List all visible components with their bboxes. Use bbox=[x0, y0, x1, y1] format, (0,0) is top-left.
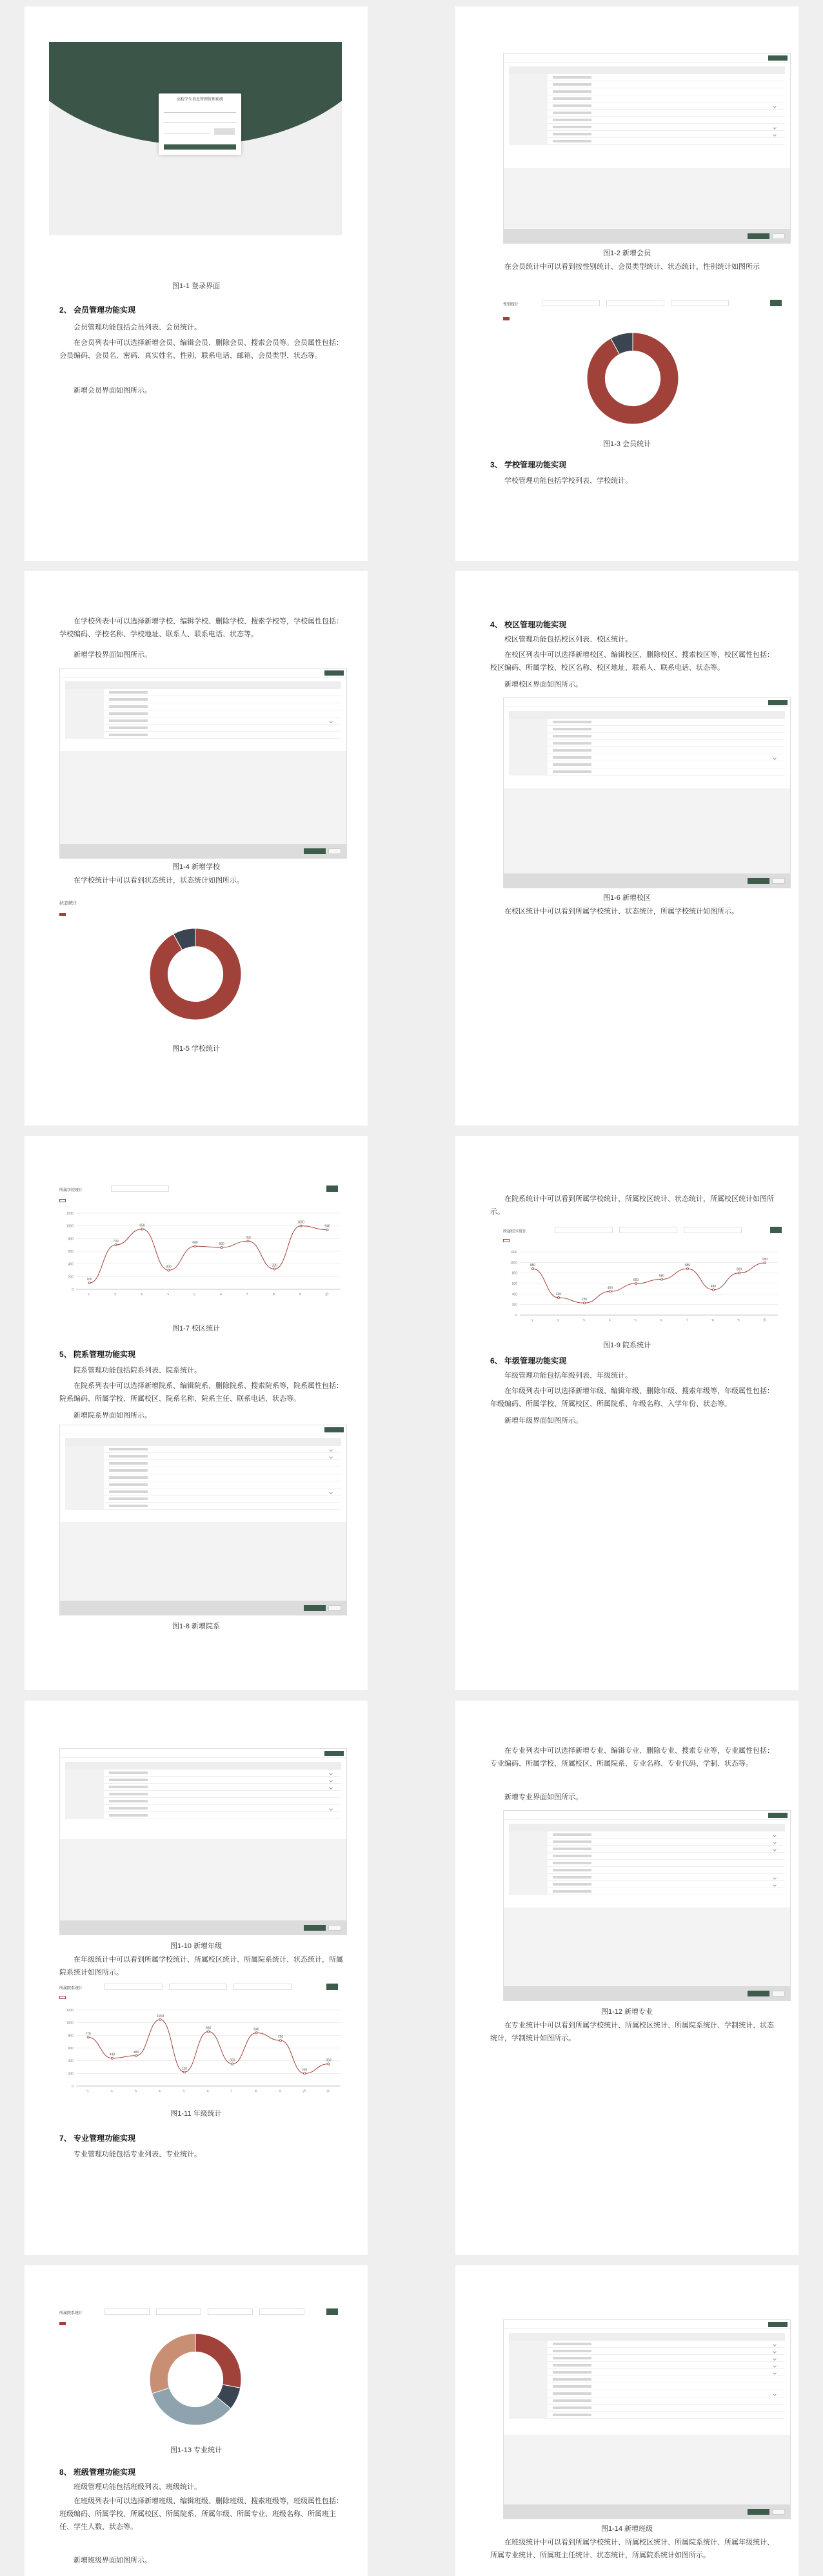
data-label: 220 bbox=[181, 2067, 187, 2071]
data-label: 860 bbox=[205, 2026, 212, 2031]
data-point bbox=[303, 2073, 305, 2074]
paragraph: 新增会员界面如图所示。 bbox=[74, 387, 152, 395]
x-tick-label: 8 bbox=[272, 1292, 276, 1297]
data-label: 840 bbox=[253, 2027, 259, 2032]
data-point bbox=[115, 1244, 117, 1246]
paragraph: 年级管理功能包括年级列表、年级统计。 bbox=[504, 1372, 632, 1380]
pie-chart bbox=[115, 919, 276, 1029]
paragraph: 专业管理功能包括专业列表、专业统计。 bbox=[74, 2151, 201, 2158]
pie-slice bbox=[195, 2334, 241, 2388]
data-label: 800 bbox=[736, 1267, 742, 1272]
y-tick-label: 0 bbox=[515, 1314, 517, 1318]
paragraph: 在校区统计中可以看到所属学校统计、状态统计，所属学校统计如图所示。 bbox=[504, 908, 739, 915]
data-point bbox=[183, 2071, 185, 2073]
page-9 bbox=[25, 2265, 368, 2576]
x-tick-label: 3 bbox=[134, 2089, 138, 2094]
chart-legend bbox=[59, 913, 68, 917]
line-chart bbox=[57, 1207, 347, 1303]
paragraph: 院系管理功能包括院系列表、院系统计。 bbox=[74, 1367, 201, 1374]
x-tick-label: 9 bbox=[299, 1292, 302, 1297]
chart-legend bbox=[59, 2322, 68, 2326]
data-label: 760 bbox=[245, 1236, 251, 1240]
form-screenshot bbox=[503, 1810, 791, 2001]
pie-chart bbox=[115, 2325, 276, 2434]
y-tick-label: 400 bbox=[68, 1262, 74, 1267]
data-point bbox=[764, 1262, 766, 1264]
section-title: 5、 院系管理功能实现 bbox=[59, 1350, 136, 1359]
line-chart bbox=[57, 2004, 347, 2100]
page-6 bbox=[455, 1136, 798, 1690]
data-point bbox=[328, 2063, 330, 2065]
x-tick-label: 7 bbox=[685, 1318, 689, 1323]
y-tick-label: 800 bbox=[511, 1271, 517, 1276]
paragraph: 在会员统计中可以看到按性别统计、会员类型统计、状态统计，性别统计如图所示 bbox=[504, 263, 760, 271]
paragraph: 在年级列表中可以选择新增年级、编辑年级、删除年级、搜索年级等，年级属性包括：年级编码、所属学校、所属校区、所属院系、年级名称、入学年份、状态等。 bbox=[490, 1387, 774, 1408]
form-screenshot bbox=[59, 1425, 347, 1615]
paragraph: 在专业列表中可以选择新增专业、编辑专业、删除专业、搜索专业等，专业属性包括：专业编码、所属学校、所属校区、所属院系、专业名称、专业代码、学制、状态等。 bbox=[490, 1747, 774, 1768]
y-tick-label: 600 bbox=[68, 2047, 74, 2051]
filter-label: 性别统计 bbox=[503, 303, 519, 307]
x-tick-label: 8 bbox=[711, 1318, 715, 1323]
page-3 bbox=[25, 571, 368, 1126]
figure-caption: 图1-9 院系统计 bbox=[603, 1342, 651, 1349]
captcha-image bbox=[214, 128, 235, 135]
data-point bbox=[168, 1269, 170, 1271]
data-point bbox=[159, 2018, 161, 2020]
paragraph: 在班级列表中可以选择新增班级、编辑班级、删除班级、搜索班级等，班级属性包括：班级编码、所属学校、所属校区、所属院系、所属年级、所属专业、班级名称、所属班主任、学生人数、状态等。 bbox=[59, 2497, 343, 2531]
data-point bbox=[326, 1229, 328, 1231]
paragraph: 在学校统计中可以看到状态统计，状态统计如图所示。 bbox=[74, 877, 244, 884]
captcha-field bbox=[164, 130, 210, 133]
chart-filter-bar bbox=[503, 298, 791, 308]
x-tick-label: 10 bbox=[301, 2089, 307, 2094]
x-tick-label: 11 bbox=[326, 2089, 331, 2094]
y-tick-label: 0 bbox=[72, 2085, 74, 2089]
page-7 bbox=[25, 1701, 368, 2255]
chart-filter-bar bbox=[59, 1184, 347, 1194]
figure-caption: 图1-1 登录界面 bbox=[172, 282, 220, 290]
page-5 bbox=[25, 1136, 368, 1690]
data-point bbox=[557, 1296, 559, 1298]
data-label: 330 bbox=[555, 1293, 562, 1297]
data-label: 1050 bbox=[156, 2014, 164, 2018]
username-field bbox=[164, 109, 236, 113]
data-point bbox=[279, 2040, 281, 2042]
x-tick-label: 9 bbox=[278, 2089, 283, 2094]
filter-label: 所属院系统计 bbox=[59, 1987, 83, 1991]
form-screenshot bbox=[503, 53, 791, 244]
search-icon bbox=[326, 1186, 338, 1192]
pie-chart bbox=[552, 324, 713, 433]
chart-legend bbox=[503, 1239, 511, 1243]
search-icon bbox=[326, 2308, 338, 2315]
password-field bbox=[164, 119, 236, 123]
paragraph: 在专业统计中可以看到所属学校统计、所属校区统计、所属院系统计、学制统计、状态统计，学制统计如图所示。 bbox=[490, 2022, 774, 2042]
paragraph: 在院系统计中可以看到所属学校统计、所属校区统计、状态统计，所属校区统计如图所示。 bbox=[490, 1195, 774, 1216]
y-tick-label: 600 bbox=[68, 1250, 74, 1254]
series-line bbox=[90, 1226, 328, 1283]
data-point bbox=[111, 2057, 113, 2059]
y-tick-label: 800 bbox=[68, 2034, 74, 2038]
data-point bbox=[738, 1272, 740, 1274]
data-point bbox=[207, 2031, 209, 2033]
y-tick-label: 400 bbox=[511, 1293, 517, 1297]
data-point bbox=[273, 1268, 275, 1270]
section-title: 2、 会员管理功能实现 bbox=[59, 306, 136, 315]
form-screenshot bbox=[59, 668, 347, 859]
data-label: 720 bbox=[277, 2035, 283, 2040]
data-label: 350 bbox=[326, 2058, 332, 2063]
search-icon bbox=[326, 1984, 338, 1990]
screenshot-topbar bbox=[504, 54, 790, 63]
x-tick-label: 1 bbox=[87, 1292, 91, 1297]
paragraph: 新增年级界面如图所示。 bbox=[504, 1417, 582, 1425]
chart-legend bbox=[59, 1199, 68, 1203]
data-point bbox=[141, 1228, 143, 1230]
chart-label: 状态统计 bbox=[59, 901, 77, 906]
data-point bbox=[247, 1240, 249, 1242]
data-point bbox=[609, 1291, 611, 1293]
filter-label: 所属校区统计 bbox=[503, 1230, 527, 1234]
pie-slice bbox=[150, 2334, 195, 2394]
data-label: 230 bbox=[581, 1298, 588, 1302]
paragraph: 新增学校界面如图所示。 bbox=[74, 651, 152, 659]
chart-legend bbox=[59, 1996, 68, 2000]
data-label: 100 bbox=[86, 1278, 92, 1282]
figure-caption: 图1-3 会员统计 bbox=[603, 440, 651, 448]
paragraph: 在院系列表中可以选择新增院系、编辑院系、删除院系、搜索院系等，院系属性包括：院系编码、所属学校、所属校区、院系名称、院系主任、联系电话、状态等。 bbox=[59, 1382, 343, 1403]
paragraph: 班级管理功能包括班级列表、班级统计。 bbox=[74, 2483, 201, 2491]
section-title: 6、 年级管理功能实现 bbox=[490, 1356, 567, 1365]
login-box bbox=[159, 93, 241, 155]
paragraph: 校区管理功能包括校区列表、校区统计。 bbox=[504, 636, 632, 643]
data-point bbox=[300, 1225, 302, 1227]
paragraph: 新增校区界面如图所示。 bbox=[504, 681, 582, 688]
x-tick-label: 9 bbox=[737, 1318, 741, 1323]
paragraph: 新增班级界面如图所示。 bbox=[74, 2557, 152, 2564]
paragraph: 会员管理功能包括会员列表、会员统计。 bbox=[74, 324, 201, 331]
search-icon bbox=[770, 300, 782, 306]
data-label: 680 bbox=[659, 1274, 665, 1278]
x-tick-label: 7 bbox=[230, 2089, 234, 2094]
form-screenshot bbox=[503, 2319, 791, 2519]
x-tick-label: 2 bbox=[114, 1292, 117, 1297]
figure-caption: 图1-10 新增年级 bbox=[170, 1942, 223, 1950]
x-tick-label: 7 bbox=[246, 1292, 250, 1297]
chart-filter-bar bbox=[503, 1225, 791, 1235]
figure-caption: 图1-2 新增会员 bbox=[603, 249, 651, 257]
chart-filter-bar bbox=[59, 1982, 347, 1992]
data-label: 940 bbox=[324, 1224, 330, 1229]
data-label: 700 bbox=[113, 1240, 119, 1244]
data-point bbox=[583, 1302, 585, 1304]
section-title: 7、 专业管理功能实现 bbox=[59, 2134, 136, 2143]
x-tick-label: 5 bbox=[633, 1318, 638, 1323]
login-screenshot bbox=[49, 42, 342, 235]
login-box-title: 高校学生信息管理管理系统 bbox=[176, 98, 223, 102]
data-label: 1000 bbox=[297, 1220, 305, 1225]
data-point bbox=[194, 1245, 196, 1247]
figure-caption: 图1-8 新增院系 bbox=[172, 1623, 220, 1630]
page-8 bbox=[455, 1701, 798, 2255]
data-label: 680 bbox=[192, 1241, 198, 1245]
y-tick-label: 200 bbox=[511, 1303, 517, 1307]
data-label: 350 bbox=[230, 2058, 235, 2063]
x-tick-label: 6 bbox=[659, 1318, 664, 1323]
figure-caption: 图1-7 校区统计 bbox=[172, 1325, 220, 1332]
login-button bbox=[164, 144, 236, 150]
search-icon bbox=[770, 1227, 782, 1233]
data-label: 880 bbox=[530, 1264, 536, 1268]
figure-caption: 图1-4 新增学校 bbox=[172, 863, 220, 871]
chart-filter-bar bbox=[59, 2307, 347, 2317]
form-screenshot bbox=[59, 1748, 347, 1935]
x-tick-label: 5 bbox=[182, 2089, 186, 2094]
y-tick-label: 200 bbox=[68, 1275, 74, 1280]
figure-caption: 图1-14 新增班级 bbox=[600, 2525, 653, 2533]
data-label: 770 bbox=[85, 2032, 91, 2036]
y-tick-label: 1200 bbox=[66, 1212, 74, 1216]
paragraph: 在校区列表中可以选择新增校区、编辑校区、删除校区、搜索校区等，校区属性包括：校区编码、所属学校、校区名称、校区地址、联系人、联系电话、状态等。 bbox=[490, 651, 774, 672]
data-point bbox=[255, 2032, 257, 2034]
figure-caption: 图1-5 学校统计 bbox=[172, 1045, 220, 1053]
data-point bbox=[135, 2054, 137, 2056]
x-tick-label: 4 bbox=[158, 2089, 162, 2094]
x-tick-label: 2 bbox=[556, 1318, 560, 1323]
paragraph: 在年级统计中可以看到所属学校统计、所属校区统计、所属院系统计、状态统计，所属院系统计如图所示。 bbox=[59, 1956, 343, 1976]
page-2 bbox=[455, 6, 798, 561]
data-label: 450 bbox=[607, 1286, 613, 1291]
data-point bbox=[88, 1282, 90, 1284]
paragraph: 在学校列表中可以选择新增学校、编辑学校、删除学校、搜索学校等，学校属性包括：学校编码、学校名称、学校地址、联系人、联系电话、状态等。 bbox=[59, 618, 343, 638]
data-label: 990 bbox=[762, 1258, 768, 1262]
data-point bbox=[686, 1268, 688, 1270]
paragraph: 新增专业界面如图所示。 bbox=[504, 1793, 582, 1801]
figure-caption: 图1-13 专业统计 bbox=[170, 2446, 223, 2454]
x-tick-label: 4 bbox=[608, 1318, 612, 1323]
y-tick-label: 1000 bbox=[510, 1261, 517, 1265]
y-tick-label: 400 bbox=[68, 2059, 74, 2064]
page-1 bbox=[25, 6, 368, 561]
y-tick-label: 200 bbox=[68, 2072, 74, 2076]
paragraph: 在会员列表中可以选择新增会员、编辑会员、删除会员、搜索会员等。会员属性包括：会员编码、会员名、密码、真实姓名、性别、联系电话、邮箱、会员类型、状态等。 bbox=[59, 339, 343, 360]
data-label: 200 bbox=[301, 2068, 308, 2073]
data-label: 320 bbox=[272, 1264, 277, 1268]
x-tick-label: 3 bbox=[582, 1318, 586, 1323]
y-tick-label: 0 bbox=[72, 1288, 74, 1292]
y-tick-label: 1200 bbox=[66, 2009, 74, 2013]
y-tick-label: 1000 bbox=[66, 1224, 74, 1229]
data-point bbox=[87, 2036, 89, 2038]
y-tick-label: 1000 bbox=[66, 2021, 74, 2025]
figure-caption: 图1-11 年级统计 bbox=[170, 2110, 222, 2118]
paragraph: 在班级统计中可以看到所属学校统计、所属校区统计、所属院系统计、所属年级统计、所属专业统计、所属班主任统计、状态统计，所属院系统计如图所示。 bbox=[490, 2539, 774, 2559]
data-label: 600 bbox=[633, 1278, 639, 1282]
y-tick-label: 1200 bbox=[510, 1251, 517, 1254]
data-label: 880 bbox=[684, 1264, 691, 1268]
data-point bbox=[635, 1282, 637, 1284]
filter-label: 所属院系统计 bbox=[59, 2312, 83, 2316]
figure-caption: 图1-6 新增校区 bbox=[603, 894, 651, 902]
x-tick-label: 1 bbox=[530, 1318, 535, 1323]
data-label: 480 bbox=[710, 1284, 717, 1289]
data-point bbox=[712, 1289, 714, 1291]
data-point bbox=[531, 1268, 533, 1270]
data-label: 950 bbox=[139, 1224, 145, 1228]
figure-caption: 图1-12 新增专业 bbox=[600, 2008, 653, 2016]
y-tick-label: 600 bbox=[511, 1282, 517, 1286]
x-tick-label: 4 bbox=[166, 1292, 170, 1297]
data-label: 300 bbox=[166, 1265, 172, 1269]
x-tick-label: 5 bbox=[193, 1292, 197, 1297]
x-tick-label: 8 bbox=[254, 2089, 258, 2094]
section-title: 8、 班级管理功能实现 bbox=[59, 2468, 136, 2477]
x-tick-label: 10 bbox=[762, 1318, 768, 1323]
section-title: 4、 校区管理功能实现 bbox=[490, 620, 567, 629]
data-label: 440 bbox=[109, 2053, 115, 2057]
section-title: 3、 学校管理功能实现 bbox=[490, 460, 567, 469]
x-tick-label: 10 bbox=[324, 1292, 330, 1298]
data-label: 480 bbox=[134, 2050, 139, 2054]
data-label: 660 bbox=[219, 1242, 224, 1247]
form-header bbox=[509, 66, 785, 74]
x-tick-label: 3 bbox=[140, 1292, 144, 1297]
line-chart bbox=[501, 1245, 784, 1329]
page-10 bbox=[455, 2265, 798, 2576]
data-point bbox=[221, 1247, 223, 1249]
data-point bbox=[232, 2063, 233, 2065]
x-tick-label: 6 bbox=[219, 1292, 223, 1297]
y-tick-label: 800 bbox=[68, 1237, 74, 1242]
chart-legend bbox=[503, 317, 511, 321]
x-tick-label: 6 bbox=[206, 2089, 210, 2094]
form-screenshot bbox=[503, 698, 791, 888]
x-tick-label: 2 bbox=[110, 2089, 114, 2094]
series-line bbox=[533, 1263, 765, 1303]
filter-label: 所属学校统计 bbox=[59, 1189, 83, 1193]
paragraph: 新增院系界面如图所示。 bbox=[74, 1412, 152, 1420]
page-4 bbox=[455, 571, 798, 1126]
x-tick-label: 1 bbox=[86, 2089, 90, 2094]
data-point bbox=[660, 1278, 662, 1280]
paragraph: 学校管理功能包括学校列表、学校统计。 bbox=[504, 477, 632, 485]
